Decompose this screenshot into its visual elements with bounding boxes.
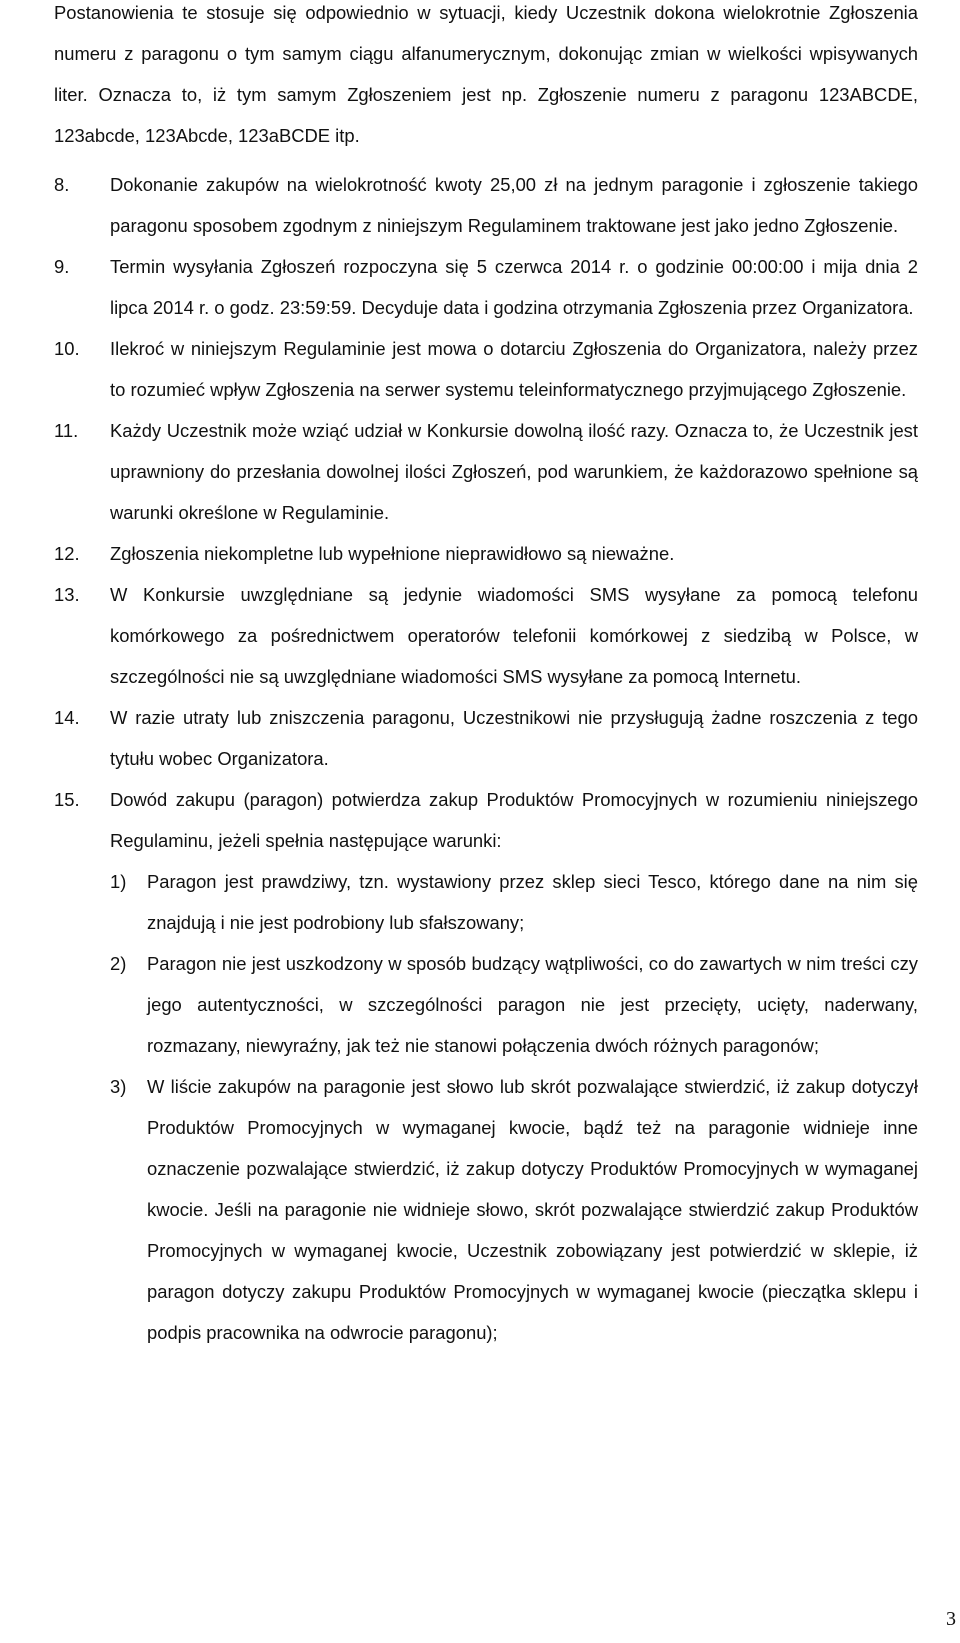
item-text: Dokonanie zakupów na wielokrotność kwoty 25,00 zł na jednym paragonie i zgłoszenie takiego paragonu sposobem zgodnym z niniejszym Regulaminem traktowane jest jako jedno Zgłoszenie. bbox=[110, 174, 918, 236]
sub-item-number: 3) bbox=[110, 1076, 127, 1097]
item-number: 10. bbox=[54, 338, 80, 359]
sub-item-text: Paragon jest prawdziwy, tzn. wystawiony przez sklep sieci Tesco, którego dane na nim się znajdują i nie jest podrobiony lub sfałszowany; bbox=[147, 871, 918, 933]
sub-item-text: W liście zakupów na paragonie jest słowo lub skrót pozwalające stwierdzić, iż zakup dotyczył Produktów Promocyjnych w wymaganej kwocie, bądź też na paragonie widnieje inne oznaczenie pozwalające stwierdzić, iż zakup dotyczy Produktów Promocyjnych w wymaganej kwocie. Jeśli na paragonie nie widnieje słowo, skrót pozwalające stwierdzić zakup Produktów Promocyjnych w wymaganej kwocie, Uczestnik zobowiązany jest potwierdzić w sklepie, iż paragon dotyczy zakupu Produktów Promocyjnych w wymaganej kwocie (pieczątka sklepu i podpis pracownika na odwrocie paragonu); bbox=[147, 1076, 918, 1343]
list-item-10 bbox=[54, 328, 918, 410]
item-text: Dowód zakupu (paragon) potwierdza zakup Produktów Promocyjnych w rozumieniu niniejszego Regulaminu, jeżeli spełnia następujące warunki: bbox=[110, 789, 918, 851]
sub-item-1 bbox=[110, 861, 918, 943]
sub-list bbox=[110, 861, 918, 1353]
list-item-15 bbox=[54, 779, 918, 861]
intro-paragraph: Postanowienia te stosuje się odpowiednio w sytuacji, kiedy Uczestnik dokona wielokrotnie Zgłoszenia numeru z paragonu o tym samym ciągu alfanumerycznym, dokonując zmian w wielkości wpisywanych liter. Oznacza to, iż tym samym Zgłoszeniem jest np. Zgłoszenie numeru z paragonu 123ABCDE, 123abcde, 123Abcde, 123aBCDE itp. bbox=[54, 2, 918, 146]
item-text: Termin wysyłania Zgłoszeń rozpoczyna się 5 czerwca 2014 r. o godzinie 00:00:00 i mija dnia 2 lipca 2014 r. o godz. 23:59:59. Decyduje data i godzina otrzymania Zgłoszenia przez Organizatora. bbox=[110, 256, 918, 318]
sub-item-number: 1) bbox=[110, 871, 127, 892]
sub-item-text: Paragon nie jest uszkodzony w sposób budzący wątpliwości, co do zawartych w nim treści czy jego autentyczności, w szczególności paragon nie jest przecięty, ucięty, naderwany, rozmazany, niewyraźny, jak też nie stanowi połączenia dwóch różnych paragonów; bbox=[147, 953, 918, 1056]
list-item-14 bbox=[54, 697, 918, 779]
list-item-9 bbox=[54, 246, 918, 328]
list-item-13 bbox=[54, 574, 918, 697]
sub-item-3 bbox=[110, 1066, 918, 1353]
list-item-8 bbox=[54, 164, 918, 246]
sub-item-number: 2) bbox=[110, 953, 127, 974]
list-item-11 bbox=[54, 410, 918, 533]
item-text: Każdy Uczestnik może wziąć udział w Konkursie dowolną ilość razy. Oznacza to, że Uczestnik jest uprawniony do przesłania dowolnej ilości Zgłoszeń, pod warunkiem, że każdorazowo spełnione są warunki określone w Regulaminie. bbox=[110, 420, 918, 523]
item-number: 14. bbox=[54, 707, 80, 728]
list-item-12 bbox=[54, 533, 918, 574]
item-number: 11. bbox=[54, 420, 79, 441]
sub-item-2 bbox=[110, 943, 918, 1066]
item-text: Ilekroć w niniejszym Regulaminie jest mowa o dotarciu Zgłoszenia do Organizatora, należy przez to rozumieć wpływ Zgłoszenia na serwer systemu teleinformatycznego przyjmującego Zgłoszenie. bbox=[110, 338, 918, 400]
item-number: 9. bbox=[54, 256, 70, 277]
item-text: Zgłoszenia niekompletne lub wypełnione nieprawidłowo są nieważne. bbox=[110, 543, 675, 564]
item-number: 15. bbox=[54, 789, 80, 810]
item-text: W razie utraty lub zniszczenia paragonu, Uczestnikowi nie przysługują żadne roszczenia z tego tytułu wobec Organizatora. bbox=[110, 707, 918, 769]
item-number: 8. bbox=[54, 174, 70, 195]
item-number: 12. bbox=[54, 543, 80, 564]
page-number: 3 bbox=[946, 1608, 956, 1630]
item-number: 13. bbox=[54, 584, 80, 605]
item-text: W Konkursie uwzględniane są jedynie wiadomości SMS wysyłane za pomocą telefonu komórkowego za pośrednictwem operatorów telefonii komórkowej z siedzibą w Polsce, w szczególności nie są uwzględniane wiadomości SMS wysyłane za pomocą Internetu. bbox=[110, 584, 918, 687]
document-body bbox=[54, 0, 918, 1353]
